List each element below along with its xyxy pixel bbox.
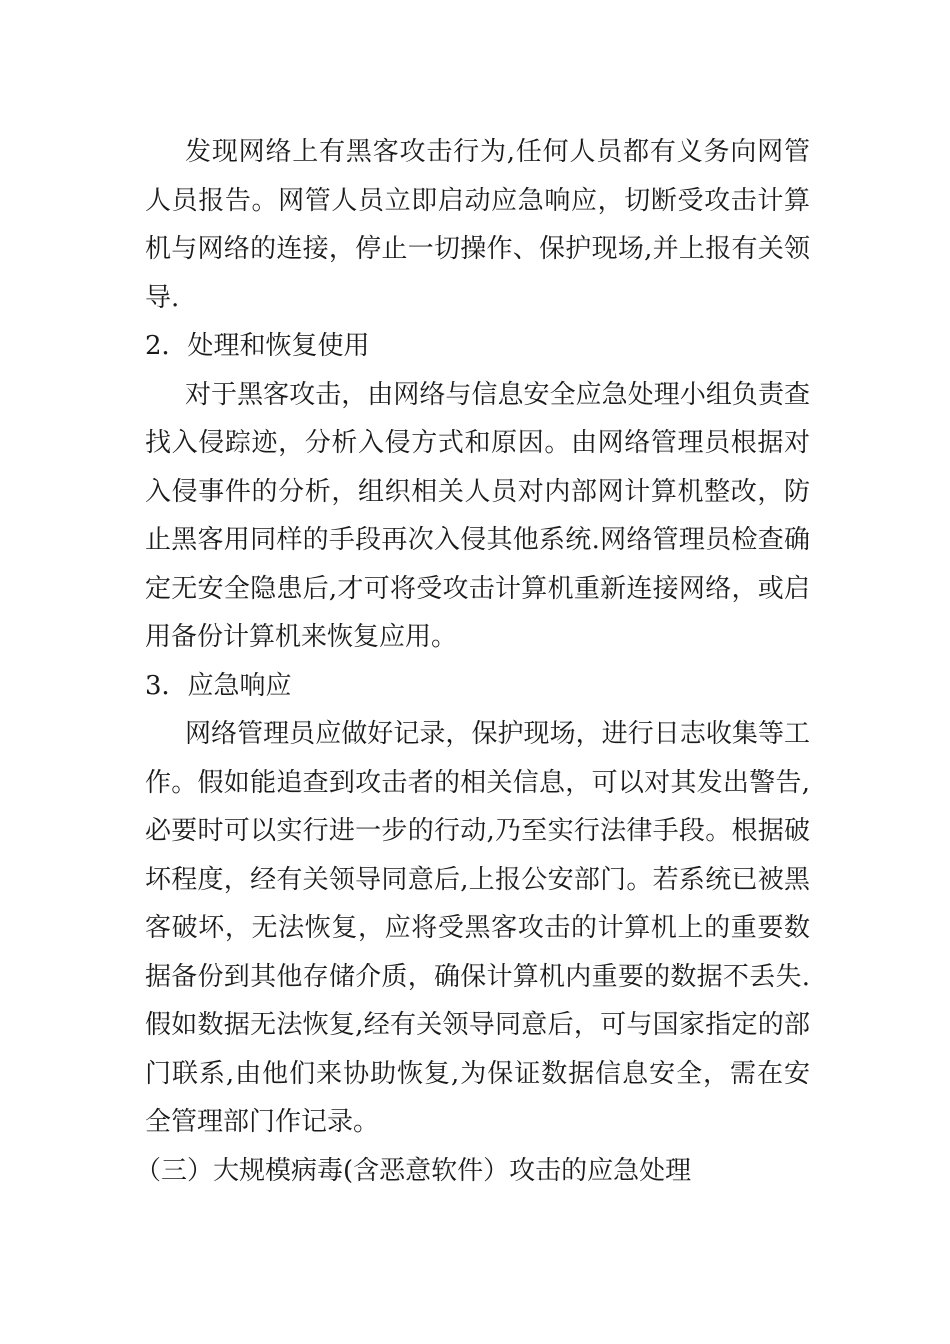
text-line: 机与网络的连接，停止一切操作、保护现场,并上报有关领 bbox=[145, 234, 810, 264]
paragraph-recovery bbox=[145, 371, 810, 662]
document-page bbox=[135, 128, 810, 1195]
text-line: 客破坏，无法恢复，应将受黑客攻击的计算机上的重要数 bbox=[145, 913, 810, 943]
text-line: 对于黑客攻击，由网络与信息安全应急处理小组负责查 bbox=[185, 379, 810, 410]
text-line: 必要时可以实行进一步的行动,乃至实行法律手段。根据破 bbox=[145, 816, 810, 846]
text-line: 导. bbox=[145, 282, 180, 313]
text-line: 止黑客用同样的手段再次入侵其他系统.网络管理员检查确 bbox=[145, 525, 810, 555]
heading-recovery: 2．处理和恢复使用 bbox=[145, 331, 370, 361]
text-line: 据备份到其他存储介质，确保计算机内重要的数据不丢失. bbox=[145, 961, 810, 992]
section-title-virus-attack: （三）大规模病毒(含恶意软件）攻击的应急处理 bbox=[135, 1155, 692, 1186]
text-line: 人员报告。网管人员立即启动应急响应，切断受攻击计算 bbox=[145, 185, 810, 216]
text-line: 门联系,由他们来协助恢复,为保证数据信息安全，需在安 bbox=[145, 1058, 810, 1089]
text-line: 全管理部门作记录。 bbox=[145, 1107, 380, 1137]
text-line: 假如数据无法恢复,经有关领导同意后，可与国家指定的部 bbox=[145, 1010, 810, 1040]
text-line: 定无安全隐患后,才可将受攻击计算机重新连接网络，或启 bbox=[145, 573, 810, 604]
paragraph-emergency-response bbox=[145, 710, 810, 1147]
text-line: 网络管理员应做好记录，保护现场，进行日志收集等工 bbox=[185, 719, 810, 749]
paragraph-hacker-report bbox=[145, 128, 810, 322]
heading-emergency-response: 3．应急响应 bbox=[145, 670, 292, 701]
text-line: 发现网络上有黑客攻击行为,任何人员都有义务向网管 bbox=[185, 137, 810, 167]
text-line: 作。假如能追查到攻击者的相关信息，可以对其发出警告, bbox=[145, 767, 810, 798]
text-line: 用备份计算机来恢复应用。 bbox=[145, 622, 458, 652]
text-line: 找入侵踪迹，分析入侵方式和原因。由网络管理员根据对 bbox=[145, 428, 810, 458]
text-line: 入侵事件的分析，组织相关人员对内部网计算机整改，防 bbox=[145, 476, 810, 507]
text-line: 坏程度，经有关领导同意后,上报公安部门。若系统已被黑 bbox=[145, 864, 810, 895]
